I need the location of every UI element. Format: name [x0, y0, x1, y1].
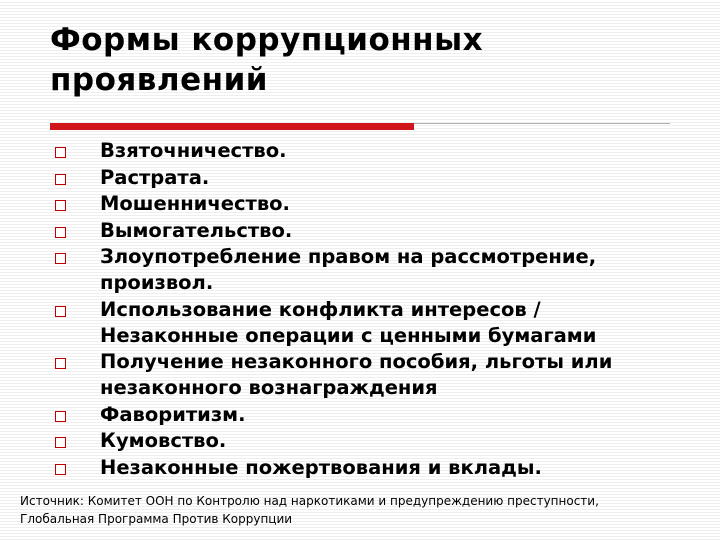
square-bullet-icon	[55, 411, 66, 422]
list-item	[40, 191, 690, 217]
square-bullet-icon	[55, 227, 66, 238]
square-bullet-icon	[55, 253, 66, 264]
list-item-text	[100, 244, 660, 296]
list-item-line: Использование конфликта интересов /	[100, 297, 541, 321]
list-item-line: Фаворитизм.	[100, 402, 246, 426]
square-bullet-icon	[55, 437, 66, 448]
list-item-line: Взяточничество.	[100, 139, 287, 162]
footnote-line: Источник: Комитет ООН по Контролю над наркотиками и предупреждению преступности,	[20, 494, 599, 508]
slide-title-line: проявлений	[50, 62, 269, 98]
list-item-line: незаконного вознаграждения	[100, 376, 438, 399]
square-bullet-icon	[55, 306, 66, 317]
list-item-text	[100, 428, 660, 454]
list-item	[40, 165, 690, 191]
list-item	[40, 297, 690, 349]
list-item	[40, 218, 690, 244]
list-item-text	[100, 138, 660, 164]
list-item	[40, 138, 690, 164]
list-item-text	[100, 297, 660, 349]
list-item	[40, 455, 690, 481]
title-underline-accent	[50, 123, 414, 130]
list-item-line: Получение незаконного пособия, льготы или	[100, 350, 613, 373]
square-bullet-icon	[55, 358, 66, 369]
list-item	[40, 428, 690, 454]
list-item-line: произвол.	[100, 271, 214, 294]
list-item-text	[100, 191, 660, 217]
list-item-text	[100, 402, 660, 428]
list-item	[40, 402, 690, 428]
square-bullet-icon	[55, 174, 66, 185]
slide-title-line: Формы коррупционных	[50, 22, 484, 58]
corruption-forms-list	[40, 138, 690, 481]
slide-title	[50, 20, 670, 100]
square-bullet-icon	[55, 147, 66, 158]
title-underline-rule	[414, 123, 670, 124]
square-bullet-icon	[55, 200, 66, 211]
footnote-line: Глобальная Программа Против Коррупции	[20, 511, 293, 526]
list-item-text	[100, 165, 660, 191]
list-item-line: Мошенничество.	[100, 192, 290, 215]
list-item-line: Растрата.	[100, 165, 210, 189]
list-item-line: Злоупотребление правом на рассмотрение,	[100, 245, 597, 268]
list-item-text	[100, 349, 660, 401]
list-item	[40, 244, 690, 296]
list-item-line: Незаконные пожертвования и вклады.	[100, 455, 542, 479]
list-item-line: Незаконные операции с ценными бумагами	[100, 323, 597, 347]
list-item-text	[100, 218, 660, 244]
list-item-text	[100, 455, 660, 481]
square-bullet-icon	[55, 464, 66, 475]
list-item-line: Кумовство.	[100, 429, 227, 452]
source-footnote	[20, 493, 710, 528]
list-item-line: Вымогательство.	[100, 218, 293, 242]
list-item	[40, 349, 690, 401]
